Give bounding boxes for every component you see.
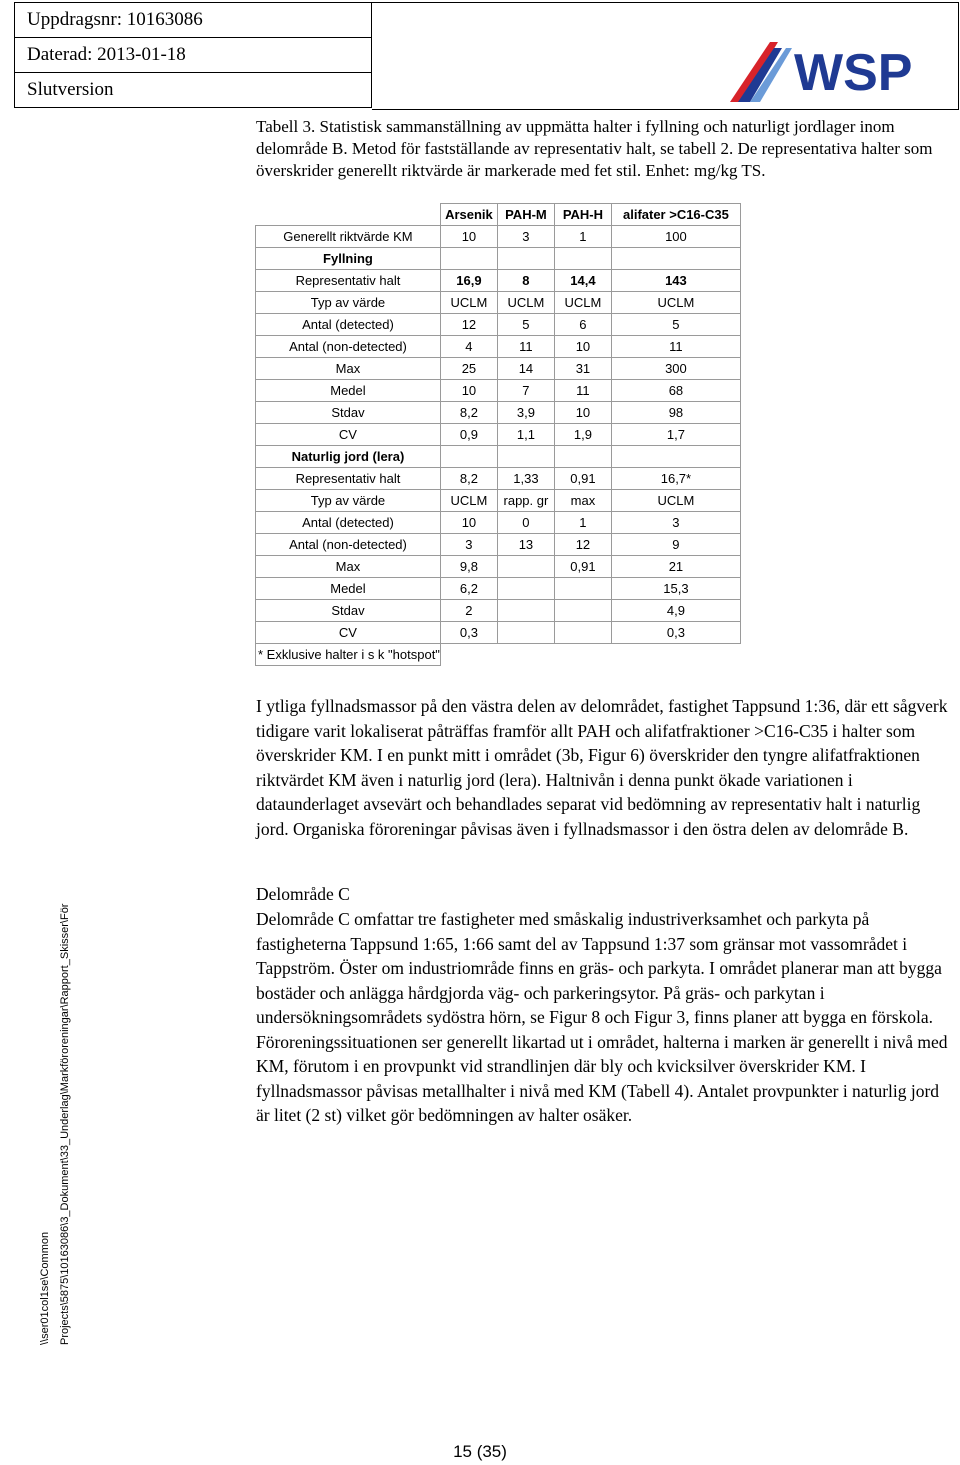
table-cell: 16,9 [440,270,497,292]
table-cell: 25 [440,358,497,380]
table-cell: 68 [611,380,740,402]
table-row [256,468,741,490]
table-cell: UCLM [611,292,740,314]
section-label: Naturlig jord (lera) [256,446,441,468]
table-cell: 10 [440,380,497,402]
row-label: Antal (non-detected) [256,336,441,358]
table-row [256,622,741,644]
table-cell: 0,3 [611,622,740,644]
table-cell: 300 [611,358,740,380]
table-cell: 9 [611,534,740,556]
table-cell [497,578,554,600]
table-cell: 0,91 [554,468,611,490]
table-header-row [256,204,741,226]
table-cell: 14,4 [554,270,611,292]
row-label: Medel [256,380,441,402]
table-cell: 6 [554,314,611,336]
section-label: Fyllning [256,248,441,270]
table-cell: UCLM [440,292,497,314]
file-path-line-1: \\ser01col1se\Common [39,1231,51,1345]
table-cell: 1,33 [497,468,554,490]
table-cell: 10 [554,336,611,358]
table-row [256,270,741,292]
version: Slutversion [15,73,372,108]
table-cell: 5 [497,314,554,336]
assignment-number: Uppdragsnr: 10163086 [15,3,372,38]
paragraph-delomrade-b: I ytliga fyllnadsmassor på den västra delen av delområdet, fastighet Tappsund 1:36, där ett sågverk tidigare varit lokaliserat påträffas framför allt PAH och alifatfraktioner >C16-C35 i halter som överskrider KM. I en punkt mitt i området (3b, Figur 6) överskrider den tyngre alifatfraktionen riktvärdet KM även i naturlig jord (lera). Haltnivån i denna punkt ökade variationen i dataunderlaget avsevärt och behandlades separat vid bedömning av representativ halt i naturlig jord. Organiska föroreningar påvisas även i fyllnadsmassor i den östra delen av delområde B. [256,696,948,839]
wsp-logo [730,34,920,104]
table-cell: 0 [497,512,554,534]
date: Daterad: 2013-01-18 [15,38,372,73]
col-header: PAH-H [554,204,611,226]
table-row [256,600,741,622]
table-cell: 11 [554,380,611,402]
footnote-row [256,644,741,666]
table-row [256,424,741,446]
table-cell: 15,3 [611,578,740,600]
row-label: Typ av värde [256,490,441,512]
row-label: Antal (non-detected) [256,534,441,556]
row-label: CV [256,424,441,446]
row-label: Antal (detected) [256,314,441,336]
table-cell: 10 [440,512,497,534]
col-header: Arsenik [440,204,497,226]
table-cell: 0,91 [554,556,611,578]
row-label: Max [256,556,441,578]
page-number: 15 (35) [453,1442,507,1461]
page-header [0,0,960,112]
row-label: CV [256,622,441,644]
table-cell: 1,7 [611,424,740,446]
table-cell: 9,8 [440,556,497,578]
table-cell: 12 [554,534,611,556]
table-cell: 6,2 [440,578,497,600]
table-cell: 4,9 [611,600,740,622]
table-cell: 1,9 [554,424,611,446]
table-cell: 1 [554,226,611,248]
table-cell: max [554,490,611,512]
table-cell: 10 [554,402,611,424]
table-row [256,402,741,424]
table-cell: 3 [611,512,740,534]
table-row [256,358,741,380]
table-cell: 8 [497,270,554,292]
row-label: Typ av värde [256,292,441,314]
table-cell: rapp. gr [497,490,554,512]
col-header: PAH-M [497,204,554,226]
section-row-fyllning [256,248,741,270]
paragraph-delomrade-c: Delområde C omfattar tre fastigheter med småskalig industriverksamhet och parkyta på fastigheterna Tappsund 1:65, 1:66 samt del av Tappsund 1:37 som gränsar mot vassområdet i Tappström. Öster om industriområde finns en gräs- och parkyta. I området planerar man att bygga bostäder och anlägga hårdgjorda väg- och parkeringsytor. På gräs- och parkytan i undersökningsområdets sydöstra hörn, se Figur 8 och Figur 3, finns planer att bygga en förskola. Föroreningssituationen ser generellt likartad ut i området, halterna i marken är generellt i nivå med KM, förutom i en provpunkt vid strandlinjen där bly och kvicksilver överskrider KM. I fyllnadsmassor påvisas metallhalter i nivå med KM (Tabell 4). Antalet provpunkter i naturlig jord är litet (2 st) vilket gör bedömningen av halter osäker. [256,909,948,1125]
row-label: Generellt riktvärde KM [256,226,441,248]
table-cell: 13 [497,534,554,556]
table-row [256,490,741,512]
table-cell: 2 [440,600,497,622]
table-cell: UCLM [440,490,497,512]
table-cell: 8,2 [440,468,497,490]
table-footnote: * Exklusive halter i s k "hotspot" [256,644,441,666]
table-cell: 1,1 [497,424,554,446]
table-cell: 100 [611,226,740,248]
table-row [256,534,741,556]
table-cell: 5 [611,314,740,336]
table-cell [554,600,611,622]
table-cell: 3,9 [497,402,554,424]
table-cell [497,600,554,622]
table-cell: 0,9 [440,424,497,446]
table-caption: Tabell 3. Statistisk sammanställning av uppmätta halter i fyllning och naturligt jordlager inom delområde B. Metod för fastställande av representativ halt, se tabell 2. De representativa halter som överskrider generellt riktvärde är markerade med fet stil. Enhet: mg/kg TS. [256,117,933,180]
table-row [256,556,741,578]
table-cell: 7 [497,380,554,402]
table-cell: 11 [611,336,740,358]
row-label: Representativ halt [256,468,441,490]
header-info-table [14,2,372,108]
table-row [256,578,741,600]
table-cell: 8,2 [440,402,497,424]
table-cell: UCLM [554,292,611,314]
table-cell: 10 [440,226,497,248]
table-row [256,292,741,314]
table-row [256,512,741,534]
table-cell: 14 [497,358,554,380]
file-path-sidebar [35,865,105,1345]
table-cell: 31 [554,358,611,380]
table-cell: 16,7* [611,468,740,490]
table-cell [497,622,554,644]
guideline-row [256,226,741,248]
corner-cell [256,204,441,226]
table-cell: 21 [611,556,740,578]
row-label: Stdav [256,600,441,622]
table-cell: 143 [611,270,740,292]
row-label: Antal (detected) [256,512,441,534]
table-cell: UCLM [611,490,740,512]
col-header: alifater >C16-C35 [611,204,740,226]
heading-delomrade-c: Delområde C [256,884,350,904]
row-label: Representativ halt [256,270,441,292]
table-cell: 12 [440,314,497,336]
table-cell: 0,3 [440,622,497,644]
table-cell: 4 [440,336,497,358]
table-cell: 1 [554,512,611,534]
file-path-line-2: Projects\5875\10163086\3_Dokument\33_Underlag\Markföroreningar\Rapport_Skisser\För [59,903,71,1345]
table-cell: 3 [497,226,554,248]
table-cell: UCLM [497,292,554,314]
table-cell [497,556,554,578]
section-row-naturlig-jord [256,446,741,468]
row-label: Max [256,358,441,380]
table-row [256,314,741,336]
table-cell: 98 [611,402,740,424]
table-cell [554,622,611,644]
statistics-table [255,203,741,666]
table-row [256,380,741,402]
table-cell: 11 [497,336,554,358]
table-cell [554,578,611,600]
row-label: Medel [256,578,441,600]
logo-text: WSP [794,44,913,102]
table-row [256,336,741,358]
row-label: Stdav [256,402,441,424]
table-cell: 3 [440,534,497,556]
